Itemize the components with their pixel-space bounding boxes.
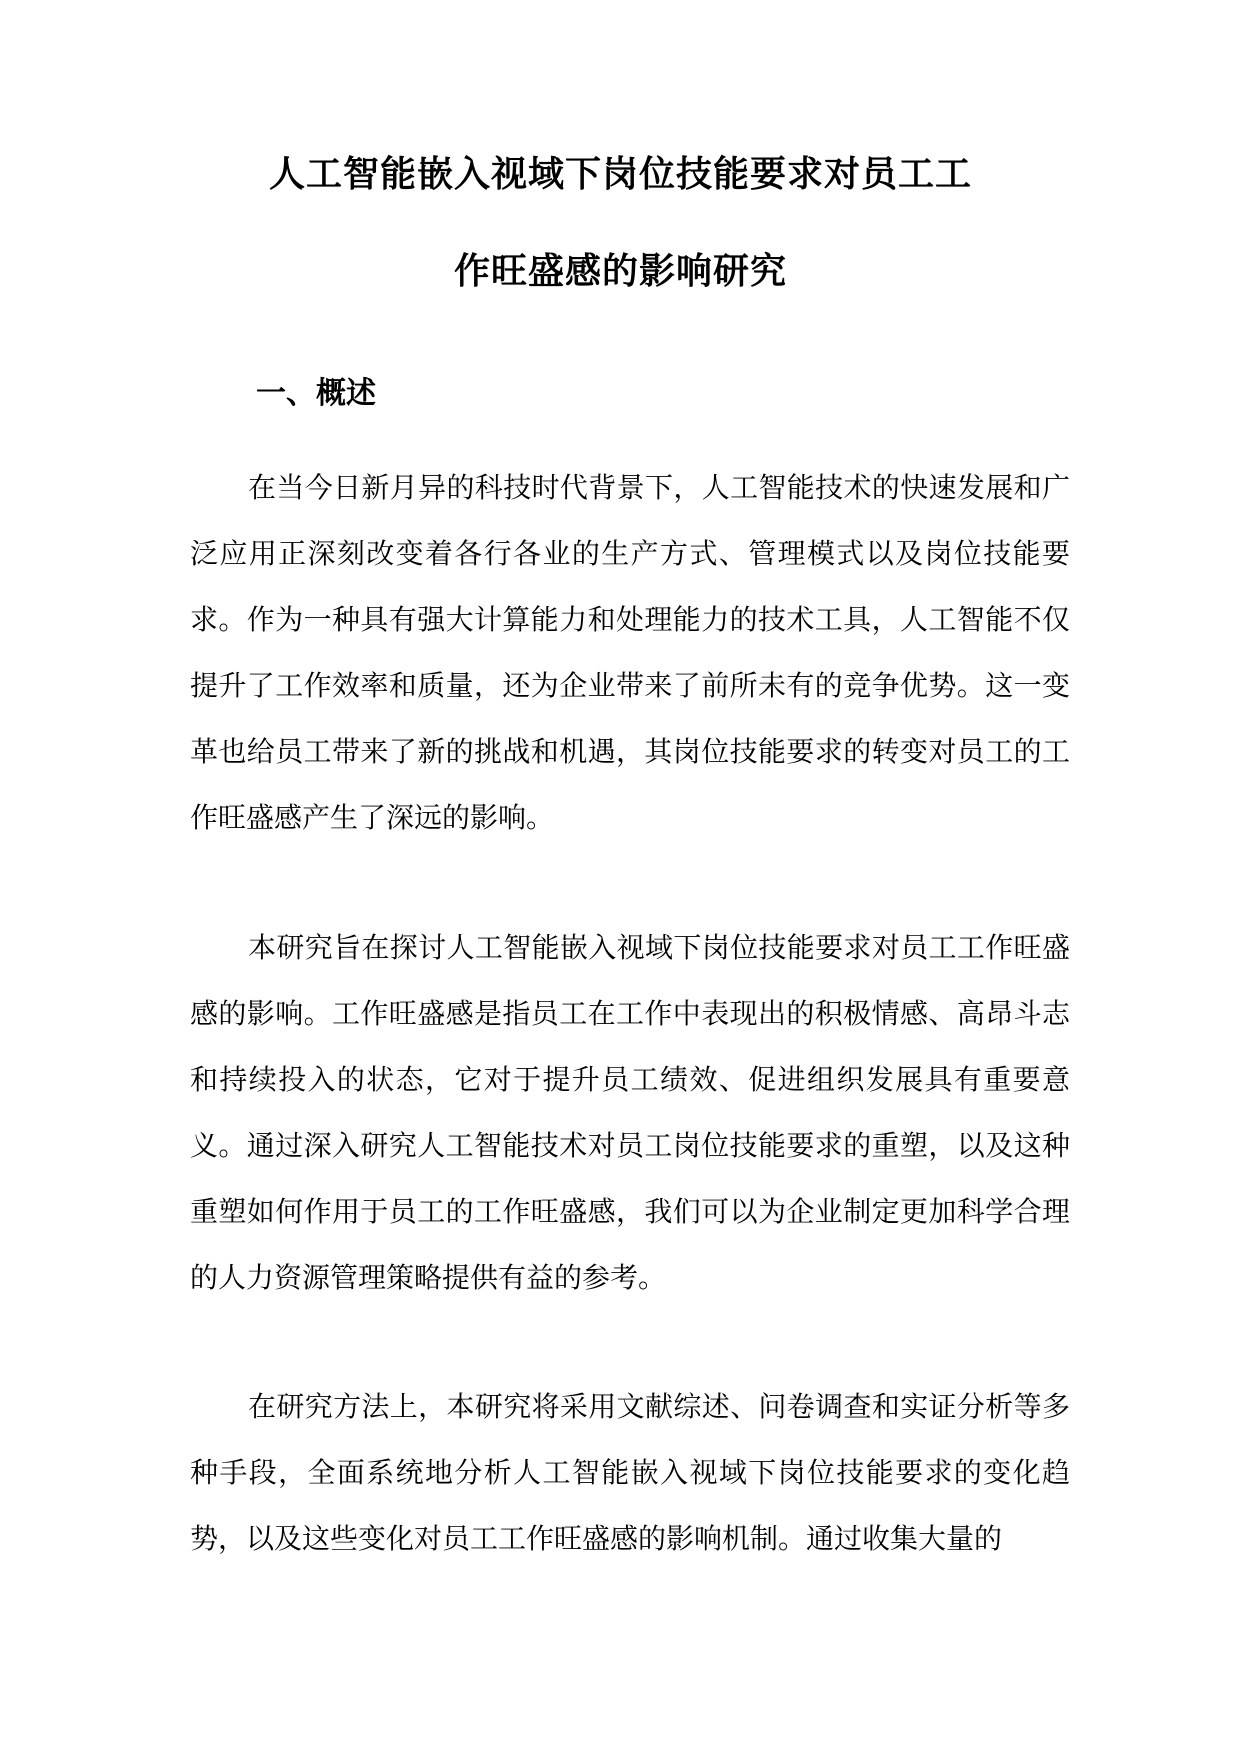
body-paragraph: 在当今日新月异的科技时代背景下，人工智能技术的快速发展和广泛应用正深刻改变着各行各业的生产方式、管理模式以及岗位技能要求。作为一种具有强大计算能力和处理能力的技术工具，人工智能不仅提升了工作效率和质量，还为企业带来了前所未有的竞争优势。这一变革也给员工带来了新的挑战和机遇，其岗位技能要求的转变对员工的工作旺盛感产生了深远的影响。 — [190, 471, 1070, 834]
document-title-line-2: 作旺盛感的影响研究 — [453, 251, 787, 292]
body-paragraph-3-block — [190, 1374, 1070, 1572]
body-paragraph: 在研究方法上，本研究将采用文献综述、问卷调查和实证分析等多种手段，全面系统地分析人工智能嵌入视域下岗位技能要求的变化趋势，以及这些变化对员工工作旺盛感的影响机制。通过收集大量的 — [190, 1390, 1070, 1555]
body-paragraph-2-block — [190, 915, 1070, 1311]
section-heading: 一、概述 — [256, 376, 376, 411]
body-paragraph: 本研究旨在探讨人工智能嵌入视域下岗位技能要求对员工工作旺盛感的影响。工作旺盛感是指员工在工作中表现出的积极情感、高昂斗志和持续投入的状态，它对于提升员工绩效、促进组织发展具有重要意义。通过深入研究人工智能技术对员工岗位技能要求的重塑，以及这种重塑如何作用于员工的工作旺盛感，我们可以为企业制定更加科学合理的人力资源管理策略提供有益的参考。 — [190, 931, 1070, 1294]
body-paragraph-1-block — [190, 455, 1070, 851]
document-title-line-1: 人工智能嵌入视域下岗位技能要求对员工工 — [268, 154, 972, 195]
